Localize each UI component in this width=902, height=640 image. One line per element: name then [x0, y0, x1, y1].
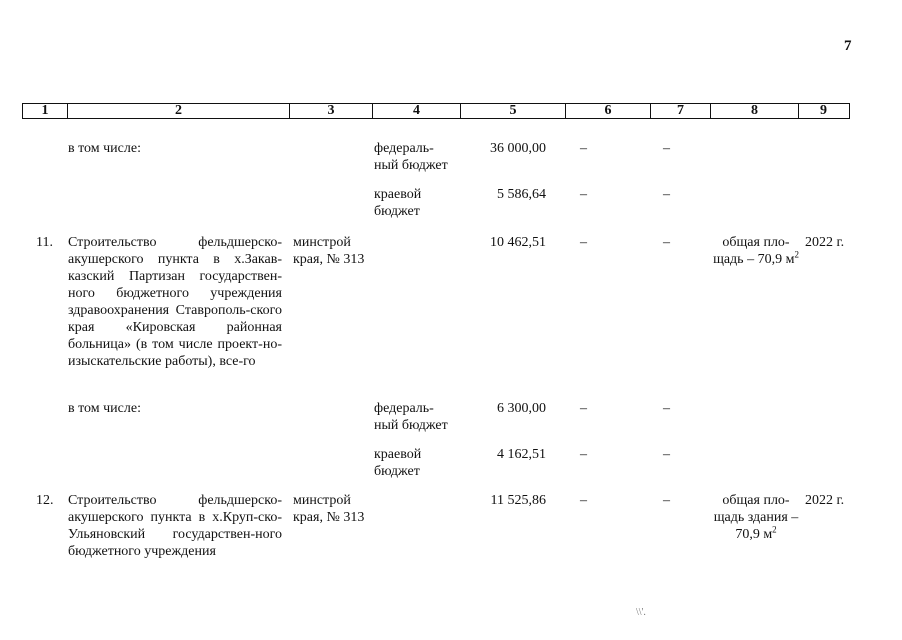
- row5-fund: [374, 446, 421, 480]
- row4-col7-dash: –: [663, 401, 670, 416]
- row3-number: 11.: [36, 235, 53, 250]
- row1-col6-dash: –: [580, 141, 587, 156]
- row3-executor: [293, 234, 364, 268]
- row1-label: в том числе:: [68, 141, 141, 156]
- row2-fund-line2: бюджет: [374, 204, 420, 219]
- table-header-row: [22, 103, 850, 119]
- row3-col7-dash: –: [663, 235, 670, 250]
- row6-result-line2: щадь здания –: [713, 510, 799, 525]
- row2-fund: [374, 186, 421, 220]
- row6-col6-dash: –: [580, 493, 587, 508]
- row2-col6-dash: –: [580, 187, 587, 202]
- row5-col6-dash: –: [580, 447, 587, 462]
- row6-executor-line2: края, № 313: [293, 510, 365, 525]
- page-number: 7: [844, 38, 852, 54]
- row6-result: [700, 492, 812, 543]
- row3-result-line1: общая пло-: [722, 235, 790, 250]
- row6-year: 2022 г.: [805, 493, 845, 508]
- row6-number: 12.: [36, 493, 54, 508]
- row4-label: в том числе:: [68, 401, 141, 416]
- header-col-5: 5: [460, 104, 565, 118]
- row6-result-sup: 2: [772, 524, 777, 535]
- row3-col6-dash: –: [580, 235, 587, 250]
- row6-result-line1: общая пло-: [722, 493, 790, 508]
- header-col-9: 9: [798, 104, 848, 118]
- row6-description: Строительство фельдшерско-акушерского пункта в х.Круп-ско-Ульяновский государствен-ного бюджетного учреждения: [68, 493, 282, 559]
- row1-fund-line1: федераль-: [374, 141, 434, 156]
- row6-amount: 11 525,86: [490, 493, 546, 508]
- row3-executor-line2: края, № 313: [293, 252, 365, 267]
- row3-result-text: щадь – 70,9 м: [713, 252, 795, 267]
- row2-amount: 5 586,64: [497, 187, 546, 202]
- row1-amount: 36 000,00: [490, 141, 546, 156]
- row6-executor-line1: минстрой: [293, 493, 351, 508]
- header-col-4: 4: [372, 104, 460, 118]
- row1-col7-dash: –: [663, 141, 670, 156]
- header-col-3: 3: [289, 104, 372, 118]
- row4-amount: 6 300,00: [497, 401, 546, 416]
- row2-fund-line1: краевой: [374, 187, 422, 202]
- row6-result-text: 70,9 м: [735, 527, 773, 542]
- row6-executor: [293, 492, 364, 526]
- row1-fund: [374, 140, 448, 174]
- header-col-7: 7: [650, 104, 710, 118]
- row6-col7-dash: –: [663, 493, 670, 508]
- row4-fund: [374, 400, 448, 434]
- header-col-8: 8: [710, 104, 798, 118]
- row3-amount: 10 462,51: [490, 235, 546, 250]
- header-col-6: 6: [565, 104, 650, 118]
- row3-result: [700, 234, 812, 268]
- row3-executor-line1: минстрой: [293, 235, 351, 250]
- row3-result-line2: [700, 251, 812, 268]
- row4-fund-line2: ный бюджет: [374, 418, 448, 433]
- row3-year: 2022 г.: [805, 235, 845, 250]
- row3-description: Строительство фельдшерско-акушерского пункта в х.Закав-казский Партизан государствен-ного бюджетного учреждения здравоохранения Ставрополь-ского края «Кировская районная больница» (в том числе проект-но-изыскательские работы), все-го: [68, 235, 282, 369]
- row5-fund-line2: бюджет: [374, 464, 420, 479]
- header-col-1: 1: [41, 103, 49, 118]
- row1-fund-line2: ный бюджет: [374, 158, 448, 173]
- row4-fund-line1: федераль-: [374, 401, 434, 416]
- scan-mark: \\'.: [636, 607, 646, 618]
- row2-col7-dash: –: [663, 187, 670, 202]
- row5-fund-line1: краевой: [374, 447, 422, 462]
- header-col-2: 2: [67, 104, 289, 118]
- row5-amount: 4 162,51: [497, 447, 546, 462]
- row6-result-line3: [700, 526, 812, 543]
- row3-result-sup: 2: [794, 249, 799, 260]
- row5-col7-dash: –: [663, 447, 670, 462]
- row4-col6-dash: –: [580, 401, 587, 416]
